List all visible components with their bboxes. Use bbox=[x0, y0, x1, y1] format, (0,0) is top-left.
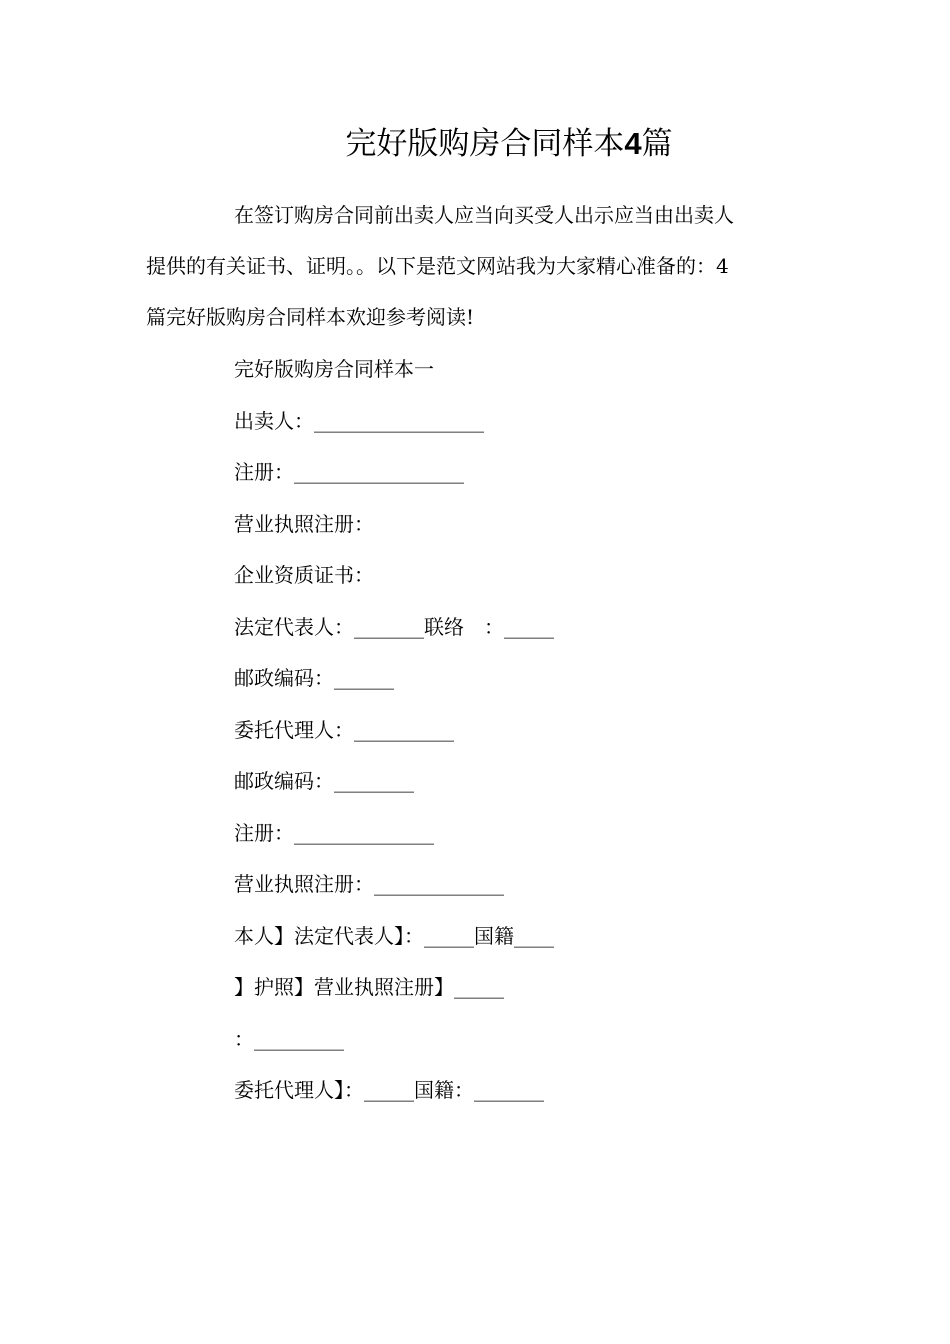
title-text: 完好版购房合同样本 bbox=[345, 126, 625, 162]
section-heading: 完好版购房合同样本一 bbox=[234, 357, 434, 381]
colon-blank-line: ：_________ bbox=[234, 1027, 344, 1051]
postal-code-line-2: 邮政编码：________ bbox=[234, 769, 414, 793]
business-license-line: 营业执照注册： bbox=[234, 512, 374, 536]
business-license-line-2: 营业执照注册：_____________ bbox=[234, 872, 504, 896]
legal-representative-line: 法定代表人：_______联络 ：_____ bbox=[234, 615, 554, 639]
title-number: 4 bbox=[624, 126, 642, 161]
title-tail: 篇 bbox=[641, 126, 673, 162]
passport-line: 】护照】营业执照注册】_____ bbox=[234, 975, 504, 999]
agent-line: 委托代理人：__________ bbox=[234, 718, 454, 742]
buyer-representative-line: 本人】法定代表人】：_____国籍____ bbox=[234, 924, 554, 948]
document-title bbox=[0, 122, 950, 166]
intro-line-2: 提供的有关证书、证明。。以下是范文网站我为大家精心准备的：4 bbox=[146, 254, 729, 278]
intro-line-1: 在签订购房合同前出卖人应当向买受人出示应当由出卖人 bbox=[234, 203, 734, 227]
seller-line: 出卖人：_________________ bbox=[234, 409, 484, 433]
intro-paragraph bbox=[146, 190, 811, 343]
buyer-agent-line: 委托代理人】：_____国籍：_______ bbox=[234, 1078, 544, 1102]
postal-code-line: 邮政编码：______ bbox=[234, 666, 394, 690]
qualification-certificate-line: 企业资质证书： bbox=[234, 563, 374, 587]
registration-line: 注册：_________________ bbox=[234, 460, 464, 484]
registration-line-2: 注册：______________ bbox=[234, 821, 434, 845]
intro-line-3: 篇完好版购房合同样本欢迎参考阅读! bbox=[146, 305, 475, 329]
